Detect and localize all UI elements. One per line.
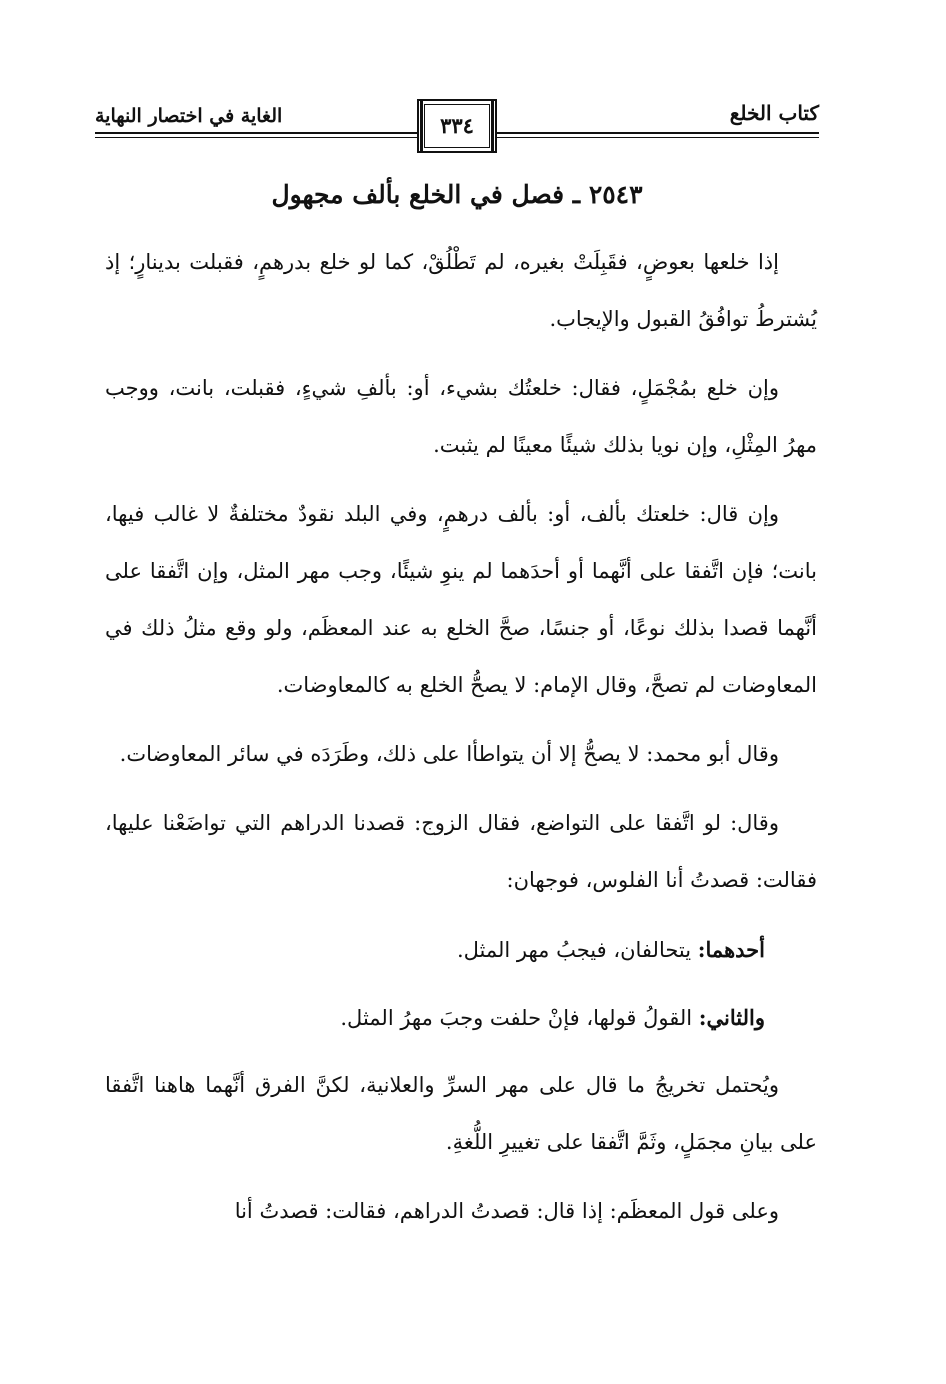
paragraph-option-one: [105, 921, 817, 979]
paragraph: وعلى قول المعظَم: إذا قال: قصدتُ الدراهم، فقالت: قصدتُ أنا: [234, 1199, 779, 1223]
paragraph: وإن خلع بمُجْمَلٍ، فقال: خلعتُك بشيء، أو: بألفِ شيءٍ، فقبلت، بانت، ووجب مهرُ المِثْلِ، وإن نويا بذلك شيئًا معينًا لم يثبت.: [105, 376, 817, 457]
chapter-title: كتاب الخلع: [729, 101, 819, 125]
option-text: القولُ قولها، فإنْ حلفت وجبَ مهرُ المثل.: [340, 1006, 699, 1030]
paragraph: إذا خلعها بعوضٍ، فقَبِلَتْ بغيره، لم تَطْلُقْ، كما لو خلع بدرهمٍ، فقبلت بدينارٍ؛ إذ يُشترطُ توافُقُ القبول والإيجاب.: [105, 250, 817, 331]
page-number: ٣٣٤: [440, 113, 474, 138]
body-text: [105, 234, 817, 1252]
page-header: [95, 95, 819, 165]
paragraph: وقال: لو اتَّفقا على التواضع، فقال الزوج: قصدنا الدراهم التي تواضَعْنا عليها، فقالت: قصدتُ أنا الفلوس، فوجهان:: [105, 811, 817, 892]
page-number-frame: [417, 99, 497, 153]
option-lead: أحدهما:: [697, 937, 765, 962]
section-heading: ٢٥٤٣ ـ فصل في الخلع بألف مجهول: [271, 180, 643, 209]
paragraph: وقال أبو محمد: لا يصحُّ إلا أن يتواطأا على ذلك، وطَرَدَه في سائر المعاوضات.: [119, 742, 779, 766]
option-lead: والثاني:: [698, 1005, 765, 1030]
paragraph: ويُحتمل تخريجُ ما قال على مهر السرِّ والعلانية، لكنَّ الفرق أنَّهما هاهنا اتَّفقا على بيانِ مجمَلٍ، وثَمَّ اتَّفقا على تغييرِ اللُّغةِ.: [105, 1073, 817, 1154]
book-title: الغاية في اختصار النهاية: [95, 105, 283, 127]
paragraph: وإن قال: خلعتك بألف، أو: بألف درهمٍ، وفي البلد نقودٌ مختلفةٌ لا غالب فيها، بانت؛ فإن اتَّفقا على أنَّهما أو أحدَهما لم ينوِ شيئًا، وجب مهر المثل، وإن اتَّفقا على أنَّهما قصدا بذلك نوعًا، أو جنسًا، صحَّ الخلع به عند المعظَم، ولو وقع مثلُ ذلك في المعاوضات لم تصحَّ، وقال الإمام: لا يصحُّ الخلع به كالمعاوضات.: [105, 502, 817, 697]
option-text: يتحالفان، فيجبُ مهر المثل.: [456, 938, 698, 962]
paragraph-option-two: [105, 989, 817, 1047]
